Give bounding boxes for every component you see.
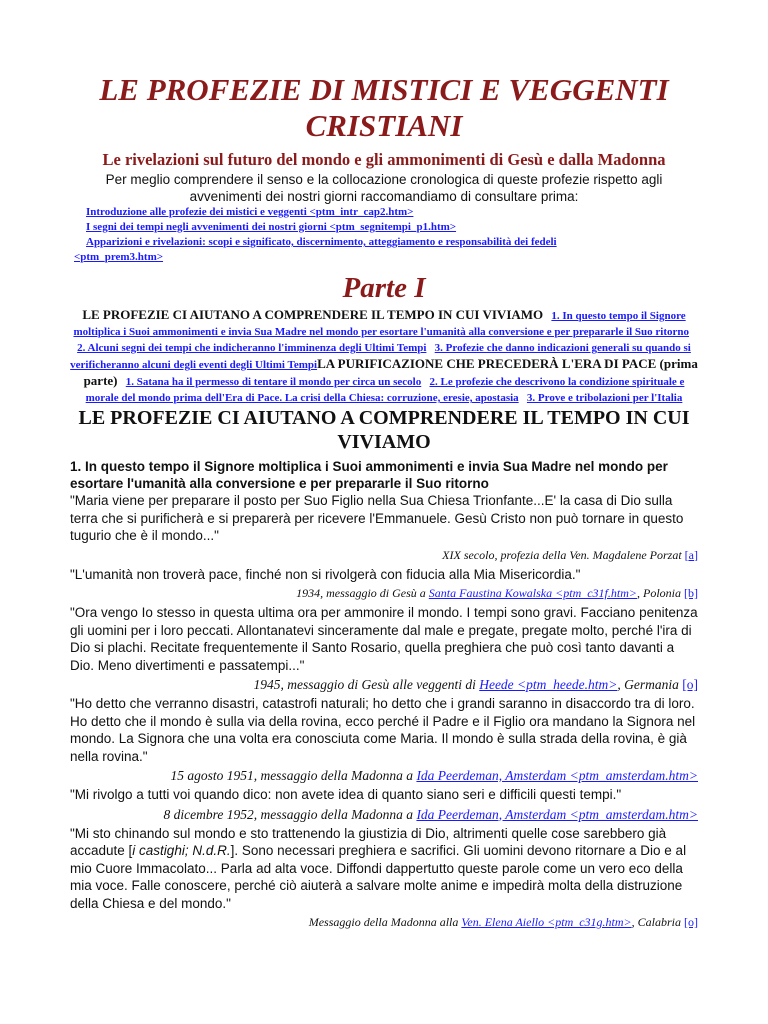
footnote-ref-link[interactable]: [b] (684, 586, 698, 600)
quote-source (70, 585, 698, 602)
quote-editor-note: i castighi; N.d.R. (132, 843, 231, 858)
source-text: XIX secolo, profezia della Ven. Magdalene Porzat (442, 547, 682, 562)
source-location: , Germania (617, 677, 679, 692)
quote-source (70, 914, 698, 931)
toc-link-6[interactable]: 3. Prove e tribolazioni per l'Italia (526, 392, 683, 404)
quote-source (70, 767, 698, 784)
footnote-ref-link[interactable]: [o] (682, 677, 698, 692)
section-subheading: 1. In questo tempo il Signore moltiplica i Suoi ammonimenti e invia Sua Madre nel mondo per esortare l'umanità alla conversione e per prepararle il Suo ritorno (70, 459, 668, 491)
part-title: Parte I (342, 272, 426, 304)
quote-source (70, 676, 698, 693)
toc-link-3[interactable]: 3. Profezie che danno indicazioni generali su quando si verificheranno alcuni degli eventi degli Ultimi Tempi (70, 342, 691, 371)
source-text: 1945, messaggio di Gesù alle veggenti di (253, 677, 480, 692)
source-link[interactable]: Ida Peerdeman, Amsterdam <ptm_amsterdam.htm> (416, 806, 698, 822)
quote-text: "Ora vengo Io stesso in questa ultima ora per ammonire il mondo. I tempi sono gravi. Facciano penitenza gli uomini per i loro peccati. Allontanatevi sinceramente dal male e pregate, pregate molto, perché l'ira di Dio si plachi. Recitate frequentemente il Santo Rosario, quella preghiera che può così tanto davanti a Dio. Meno divertimenti e passatempi..." (70, 605, 698, 673)
page-subtitle: Le rivelazioni sul futuro del mondo e gli ammonimenti di Gesù e dalla Madonna (102, 150, 666, 169)
toc-link-5[interactable]: 2. Le profezie che descrivono la condizione spirituale e morale del mondo prima dell'Era di Pace. La crisi della Chiesa: corruzione, eresie, apostasia (85, 376, 685, 404)
toc-link-2[interactable]: 2. Alcuni segni dei tempi che indicheranno l'imminenza degli Ultimi Tempi (77, 342, 427, 354)
quote-text-part: "Mi sto chinando sul mondo e sto trattenendo la giustizia di Dio, altrimenti quelle cose sarebbero già accadute [ (70, 825, 667, 858)
source-link[interactable]: Ven. Elena Aiello <ptm_c31g.htm> (461, 915, 632, 929)
table-of-contents (70, 307, 698, 406)
quote-text-part: ]. Sono necessari preghiera e sacrifici. Gli uomini devono ritornare a Dio e al mio Cuore Immacolato... Parla ad alta voce. Diffondi dappertutto queste parole come un vero eco della mia voce. Falle conoscere, perché ciò aiuterà a salvare molte anime e impedirà molta della distruzione della Chiesa e del mondo." (70, 843, 687, 911)
toc-heading-2: LA PURIFICAZIONE CHE PRECEDERÀ L'ERA DI PACE (prima parte) (83, 356, 698, 388)
page-title: LE PROFEZIE DI MISTICI E VEGGENTI CRISTIANI (99, 72, 669, 143)
source-location: , Polonia (637, 586, 681, 600)
quote-text: "Ho detto che verranno disastri, catastrofi naturali; ho detto che i grandi saranno in disaccordo tra di loro. Ho detto che il mondo è sulla via della rovina, ecco perché il Padre e il Figlio ora mandano la Signora nel mondo. La Signora che una volta era conosciuta come Maria. Il mondo è sulla strada della rovina, è già nella rovina." (70, 696, 696, 764)
link-segni-dei-tempi[interactable]: I segni dei tempi negli avvenimenti dei nostri giorni <ptm_segnitempi_p1.htm> (86, 221, 457, 233)
source-text: 15 agosto 1951, messaggio della Madonna a (170, 768, 417, 783)
quote-text: "L'umanità non troverà pace, finché non si rivolgerà con fiducia alla Mia Misericordia." (70, 566, 581, 582)
intro-links (70, 205, 698, 265)
link-apparizioni[interactable]: Apparizioni e rivelazioni: scopi e significato, discernimento, atteggiamento e responsabilità dei fedeli (86, 236, 557, 248)
quote-source (70, 547, 698, 564)
source-text: Messaggio della Madonna alla (308, 915, 462, 929)
link-introduzione[interactable]: Introduzione alle profezie dei mistici e veggenti <ptm_intr_cap2.htm> (86, 206, 414, 218)
footnote-ref-link[interactable]: [a] (684, 547, 698, 562)
document-page (70, 72, 698, 933)
source-text: 1934, messaggio di Gesù a (296, 586, 429, 600)
quote-text (70, 825, 698, 913)
source-text: 8 dicembre 1952, messaggio della Madonna a (163, 806, 417, 822)
source-location: , Calabria (631, 915, 681, 929)
footnote-ref-link[interactable]: [o] (684, 915, 698, 929)
source-link[interactable]: Santa Faustina Kowalska <ptm_c31f.htm> (428, 586, 637, 600)
quote-text: "Mi rivolgo a tutti voi quando dico: non avete idea di quanto siano seri e difficili questi tempi." (70, 787, 622, 802)
link-apparizioni-url[interactable]: <ptm_prem3.htm> (74, 251, 164, 263)
intro-text: Per meglio comprendere il senso e la collocazione cronologica di queste profezie rispetto agli avvenimenti dei nostri giorni raccomandiamo di consultare prima: (105, 172, 663, 204)
toc-link-4[interactable]: 1. Satana ha il permesso di tentare il mondo per circa un secolo (125, 376, 422, 388)
source-link[interactable]: Heede <ptm_heede.htm> (479, 677, 618, 692)
quote-text: "Maria viene per preparare il posto per Suo Figlio nella Sua Chiesa Trionfante...E' la casa di Dio sulla terra che si purificherà e si preparerà per ricevere l'Emmanuele. Gesù Cristo non può tornare in questo tugurio che è il mondo..." (70, 493, 684, 543)
toc-heading-1: LE PROFEZIE CI AIUTANO A COMPRENDERE IL TEMPO IN CUI VIVIAMO (82, 307, 544, 322)
source-link[interactable]: Ida Peerdeman, Amsterdam <ptm_amsterdam.htm> (416, 768, 698, 783)
toc-link-1[interactable]: 1. In questo tempo il Signore moltiplica i Suoi ammonimenti e invia Sua Madre nel mondo per esortare l'umanità alla conversione e per prepararle il Suo ritorno (73, 310, 690, 338)
section-heading: LE PROFEZIE CI AIUTANO A COMPRENDERE IL TEMPO IN CUI VIVIAMO (78, 407, 690, 453)
quote-source (70, 806, 698, 823)
